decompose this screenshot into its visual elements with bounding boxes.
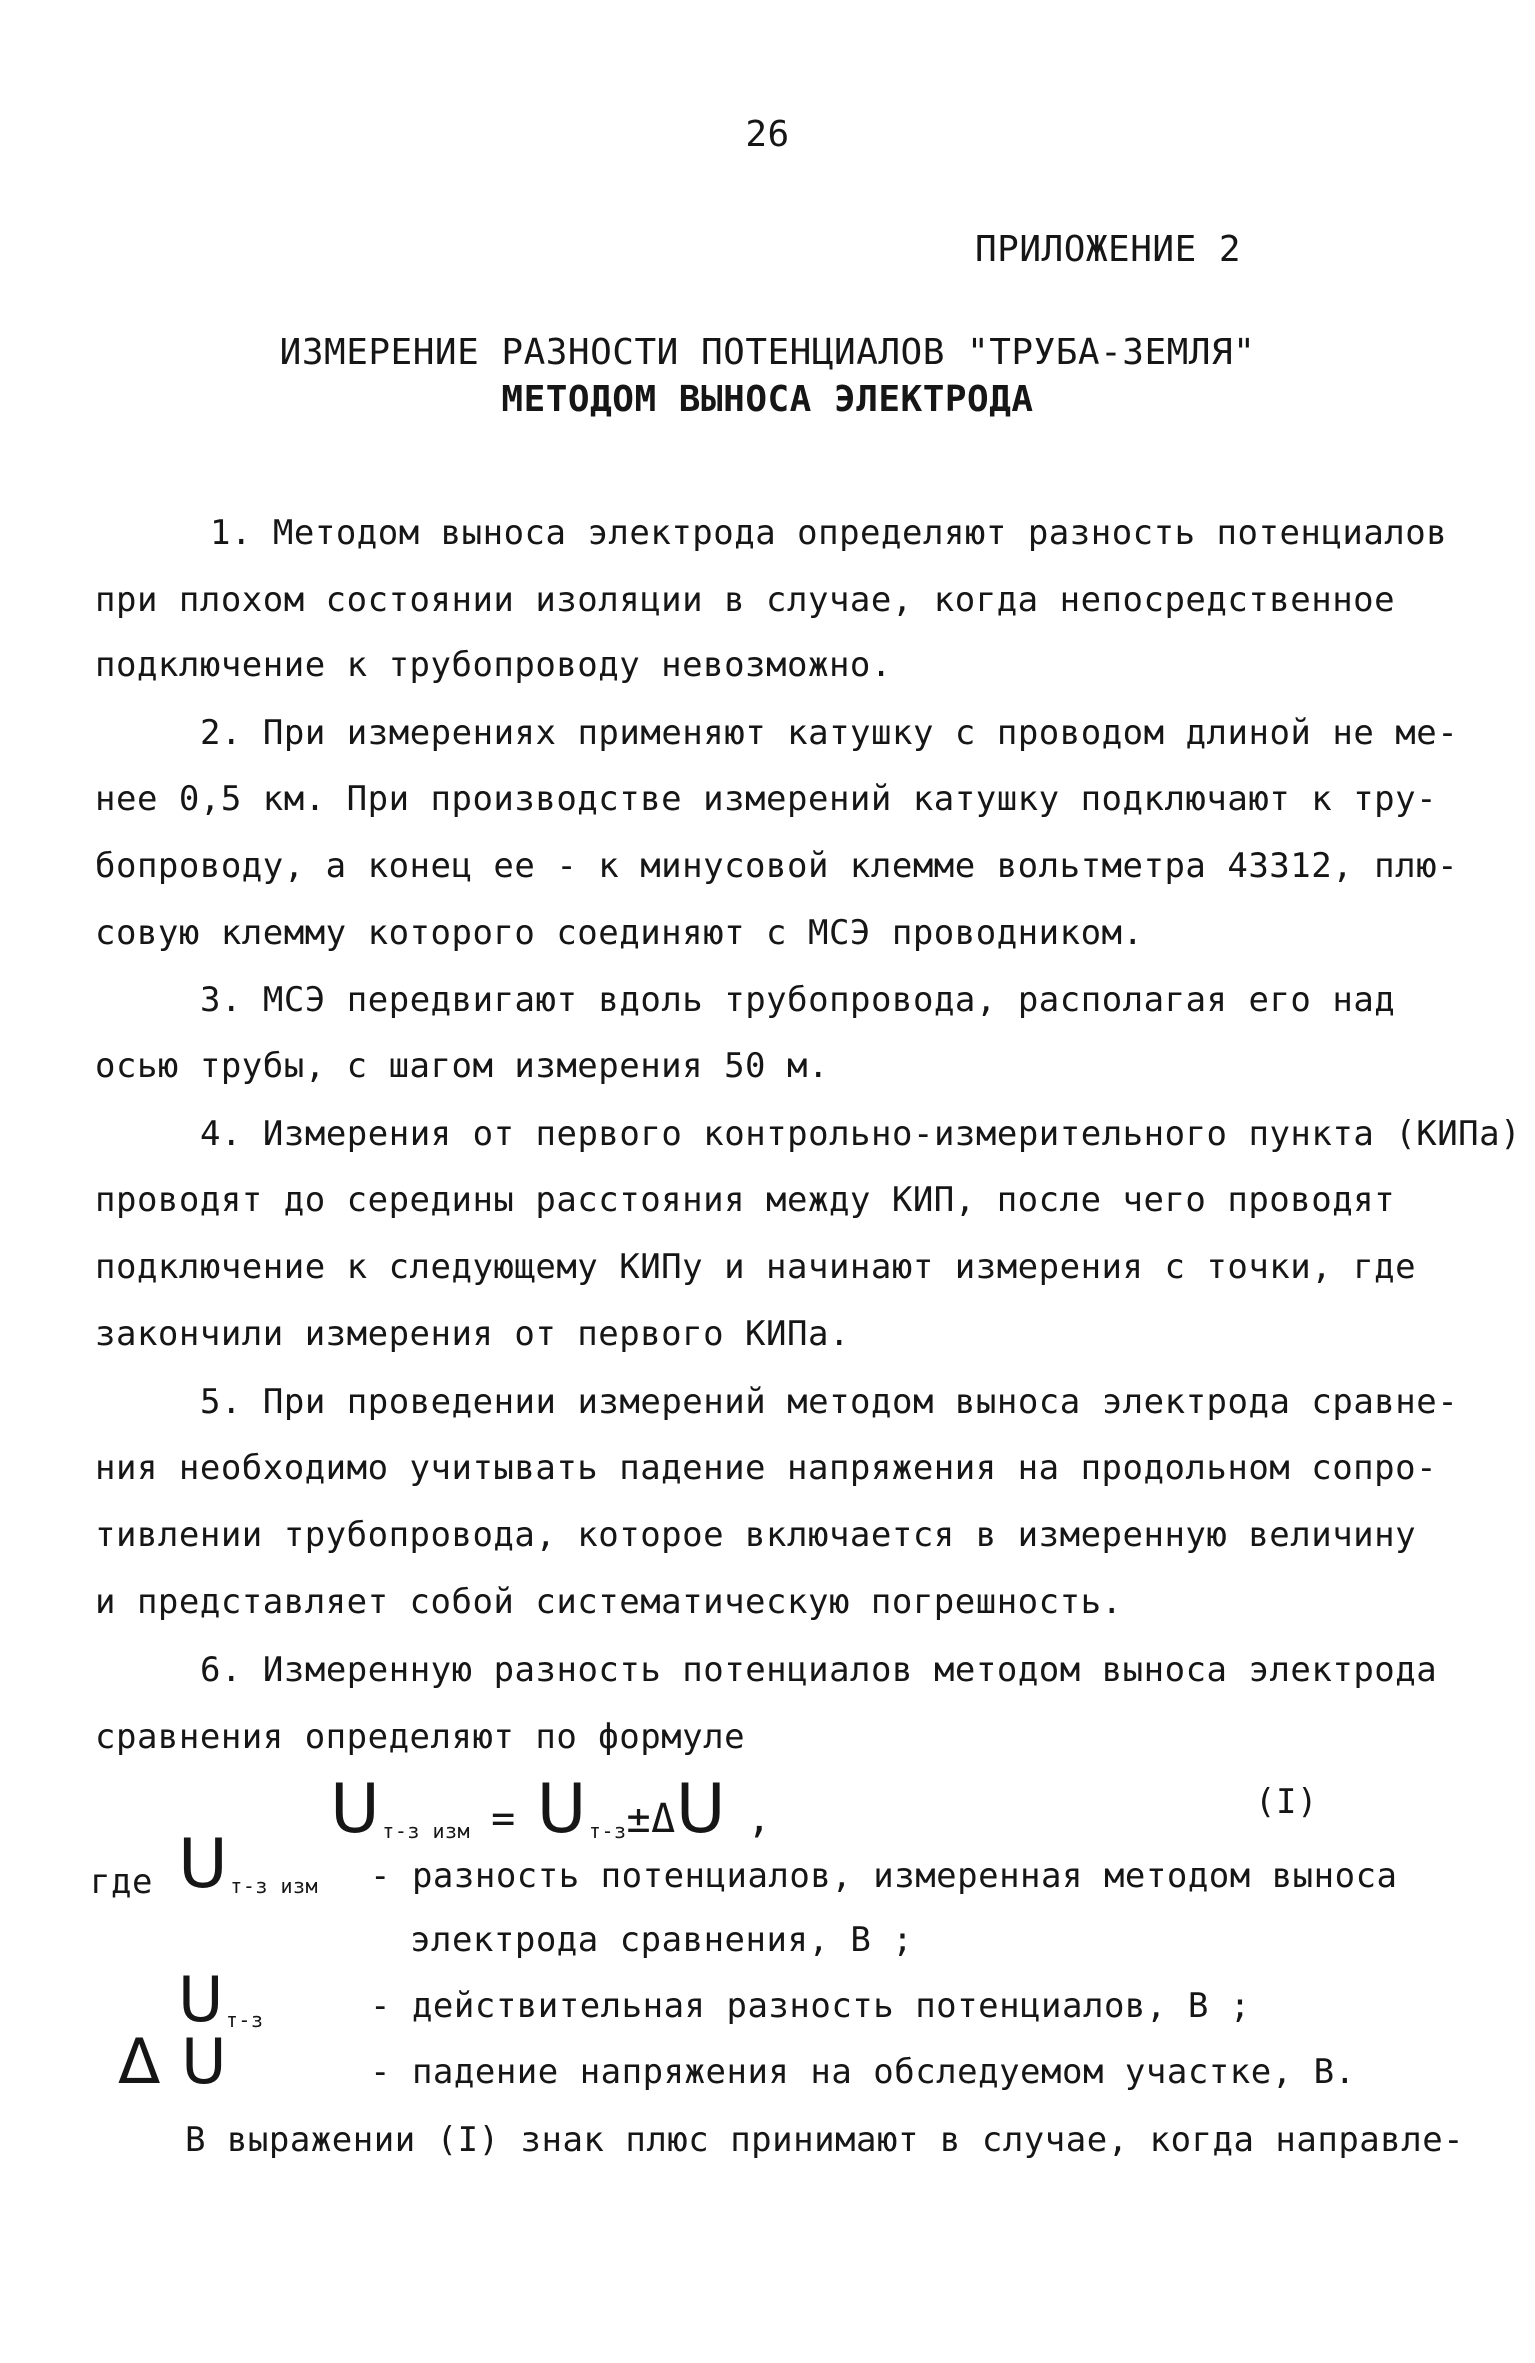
formula-u-actual: U <box>536 1770 587 1849</box>
formula-subscript-actual: т-з <box>588 1819 627 1843</box>
formula-plusminus-delta: ±Δ <box>626 1796 676 1842</box>
text-line: 4. Измерения от первого контрольно-измерительного пункта (КИПа) <box>200 1114 1522 1154</box>
text-line: совую клемму которого соединяют с МСЭ проводником. <box>95 913 1144 953</box>
text-line: осью трубы, с шагом измерения 50 м. <box>95 1046 829 1086</box>
text-line: бопроводу, а конец ее - к минусовой клемме вольтметра 43312, плю- <box>95 846 1459 886</box>
text-line: 1. Методом выноса электрода определяют разность потенциалов <box>210 513 1448 553</box>
formula-number: (I) <box>1255 1782 1318 1822</box>
text-line: закончили измерения от первого КИПа. <box>95 1314 850 1354</box>
where-label: где <box>90 1862 153 1902</box>
text-line: 3. МСЭ передвигают вдоль трубопровода, располагая его над <box>200 980 1396 1020</box>
formula-u-delta: U <box>675 1770 726 1849</box>
formula-comma: , <box>746 1796 772 1842</box>
definition-text: - действительная разность потенциалов, В ; <box>370 1986 1251 2026</box>
text-line: и представляет собой систематическую погрешность. <box>95 1582 1123 1622</box>
text-line: сравнения определяют по формуле <box>95 1717 746 1757</box>
appendix-label: ПРИЛОЖЕНИЕ 2 <box>975 229 1242 270</box>
definition-text: - разность потенциалов, измеренная методом выноса <box>370 1856 1398 1896</box>
page-number: 26 <box>745 114 790 155</box>
definition-text: - падение напряжения на обследуемом участке, В. <box>370 2052 1356 2092</box>
text-line: 6. Измеренную разность потенциалов методом выноса электрода <box>200 1650 1438 1690</box>
text-line: тивлении трубопровода, которое включается в измеренную величину <box>95 1515 1417 1555</box>
definition-symbol: Uт-з изм <box>178 1825 319 1904</box>
text-line: 2. При измерениях применяют катушку с проводом длиной не ме- <box>200 713 1459 753</box>
formula <box>330 1770 772 1849</box>
title-line-2: МЕТОДОМ ВЫНОСА ЭЛЕКТРОДА <box>501 379 1034 420</box>
text-line: нее 0,5 км. При производстве измерений катушку подключают к тру- <box>95 779 1438 819</box>
formula-equals: = <box>491 1796 516 1842</box>
text-line: подключение к трубопроводу невозможно. <box>95 645 892 685</box>
formula-subscript-measured: т-з изм <box>382 1819 471 1843</box>
definition-symbol: Uт-з <box>178 1963 264 2036</box>
definition-text: электрода сравнения, В ; <box>410 1920 914 1960</box>
text-line: 5. При проведении измерений методом выноса электрода сравне- <box>200 1382 1459 1422</box>
text-line: при плохом состоянии изоляции в случае, когда непосредственное <box>95 580 1396 620</box>
title-line-1: ИЗМЕРЕНИЕ РАЗНОСТИ ПОТЕНЦИАЛОВ "ТРУБА-ЗЕМЛЯ" <box>279 332 1256 373</box>
formula-u-measured: U <box>330 1770 381 1849</box>
text-line: В выражении (I) знак плюс принимают в случае, когда направле- <box>185 2120 1465 2160</box>
text-line: проводят до середины расстояния между КИП, после чего проводят <box>95 1180 1396 1220</box>
text-line: подключение к следующему КИПу и начинают измерения с точки, где <box>95 1247 1417 1287</box>
definition-symbol: Δ U <box>118 2025 228 2098</box>
text-line: ния необходимо учитывать падение напряжения на продольном сопро- <box>95 1448 1438 1488</box>
